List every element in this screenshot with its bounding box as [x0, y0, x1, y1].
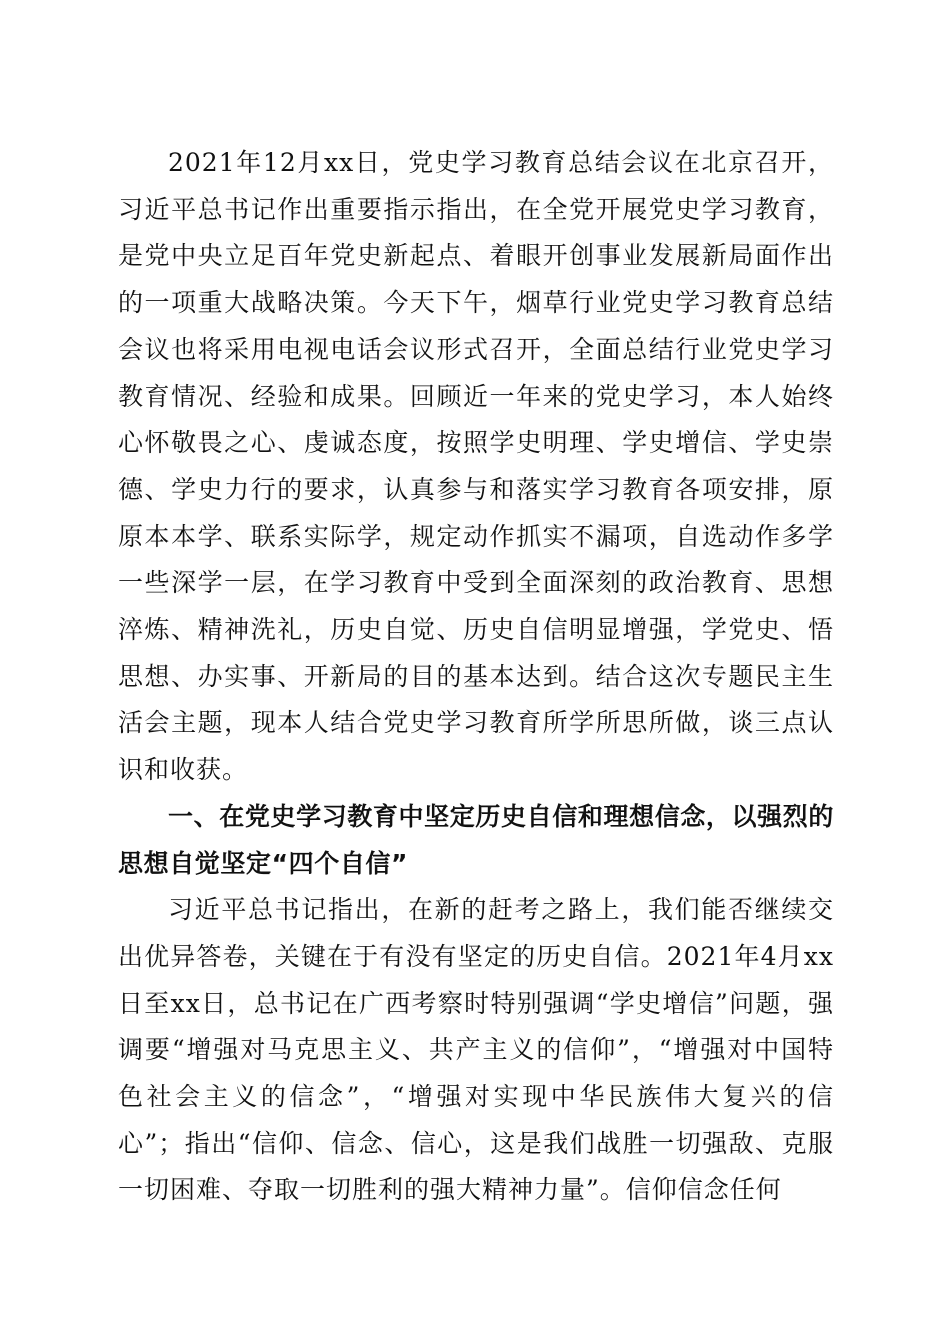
section-heading-1: 一、在党史学习教育中坚定历史自信和理想信念，以强烈的思想自觉坚定“四个自信” — [118, 801, 834, 878]
section-1-paragraph: 习近平总书记指出，在新的赶考之路上，我们能否继续交出优异答卷，关键在于有没有坚定的历史自信。2021年4月xx日至xx日，总书记在广西考察时特别强调“学史增信”问题，强调要“增强对马克思主义、共产主义的信仰”，“增强对中国特色社会主义的信念”，“增强对实现中华民族伟大复兴的信心”；指出“信仰、信念、信心，这是我们战胜一切强敌、克服一切困难、夺取一切胜利的强大精神力量”。信仰信念任何 — [118, 895, 834, 1205]
document-body — [118, 140, 834, 1214]
intro-paragraph: 2021年12月xx日，党史学习教育总结会议在北京召开，习近平总书记作出重要指示指出，在全党开展党史学习教育，是党中央立足百年党史新起点、着眼开创事业发展新局面作出的一项重大战略决策。今天下午，烟草行业党史学习教育总结会议也将采用电视电话会议形式召开，全面总结行业党史学习教育情况、经验和成果。回顾近一年来的党史学习，本人始终心怀敬畏之心、虔诚态度，按照学史明理、学史增信、学史崇德、学史力行的要求，认真参与和落实学习教育各项安排，原原本本学、联系实际学，规定动作抓实不漏项，自选动作多学一些深学一层，在学习教育中受到全面深刻的政治教育、思想淬炼、精神洗礼，历史自觉、历史自信明显增强，学党史、悟思想、办实事、开新局的目的基本达到。结合这次专题民主生活会主题，现本人结合党史学习教育所学所思所做，谈三点认识和收获。 — [118, 148, 834, 785]
